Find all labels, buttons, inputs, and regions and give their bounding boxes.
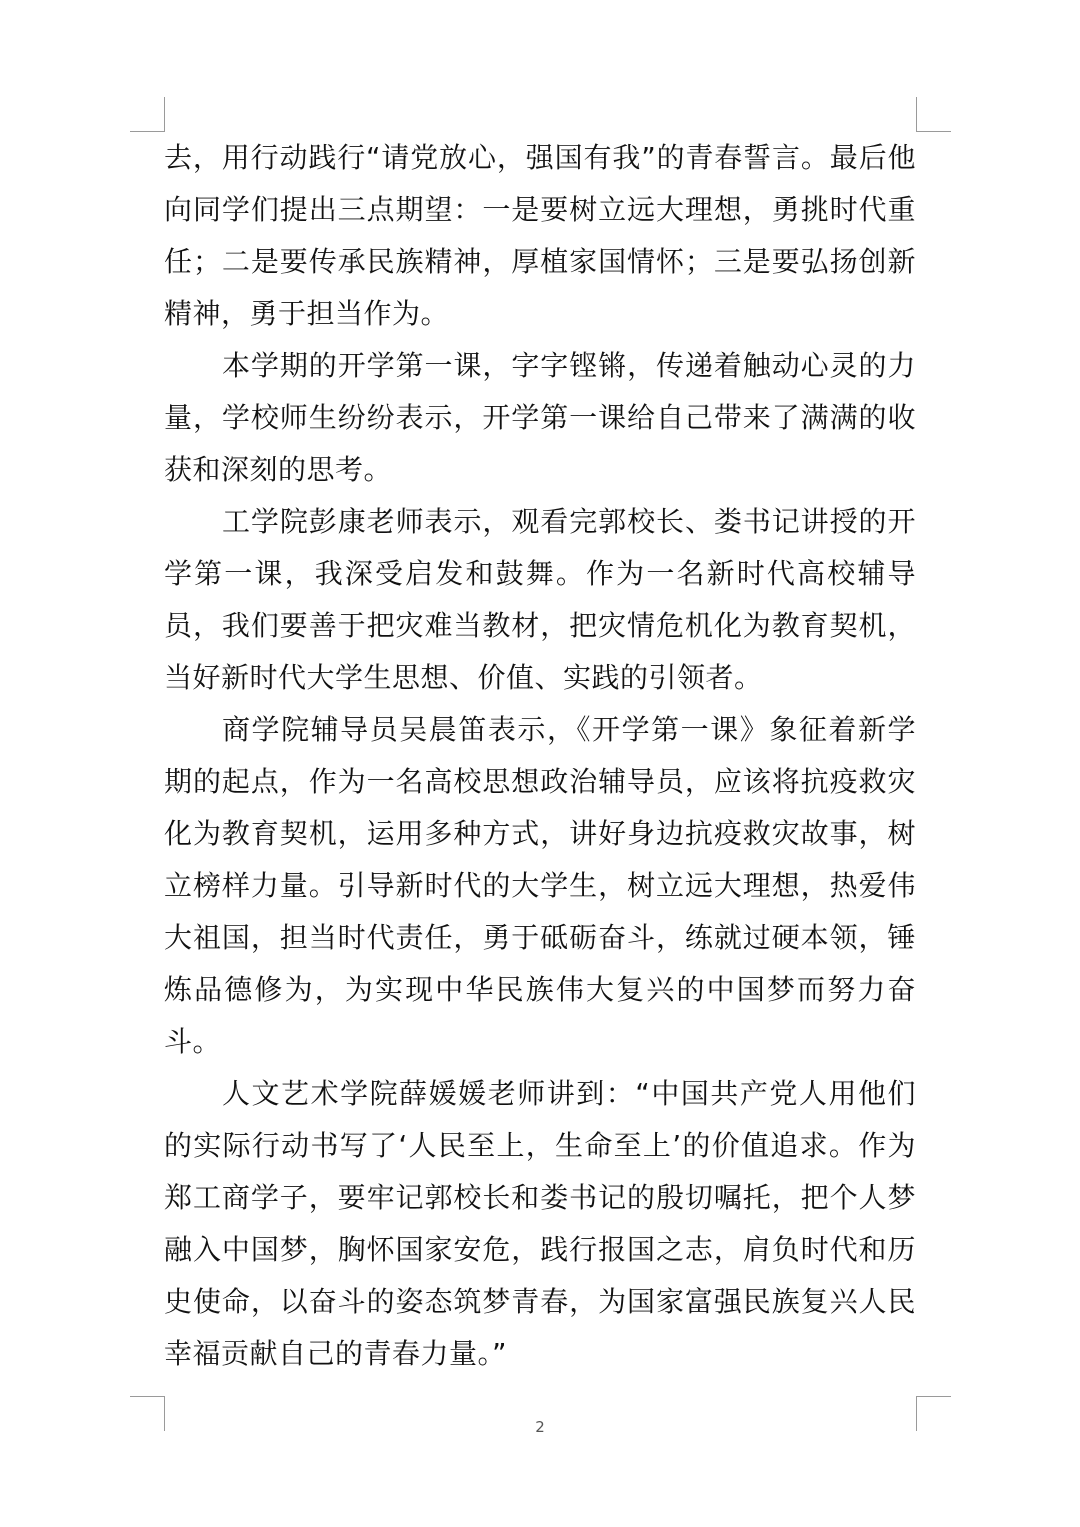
margin-corner-mark-top-left [130,97,165,132]
paragraph-1: 去，用行动践行“请党放心，强国有我”的青春誓言。最后他向同学们提出三点期望：一是要树立远大理想，勇挑时代重任；二是要传承民族精神，厚植家国情怀；三是要弘扬创新精神，勇于担当作为。 [164,141,916,330]
paragraph-2: 本学期的开学第一课，字字铿锵，传递着触动心灵的力量，学校师生纷纷表示，开学第一课给自己带来了满满的收获和深刻的思考。 [164,349,916,486]
document-body [164,132,916,1380]
page-number: 2 [535,1418,545,1436]
paragraph-5: 人文艺术学院薛媛媛老师讲到：“中国共产党人用他们的实际行动书写了‘人民至上，生命至上’的价值追求。作为郑工商学子，要牢记郭校长和娄书记的殷切嘱托，把个人梦融入中国梦，胸怀国家安危，践行报国之志，肩负时代和历史使命，以奋斗的姿态筑梦青春，为国家富强民族复兴人民幸福贡献自己的青春力量。” [164,1077,916,1370]
margin-corner-mark-top-right [916,97,951,132]
paragraph-4: 商学院辅导员吴晨笛表示，《开学第一课》象征着新学期的起点，作为一名高校思想政治辅导员，应该将抗疫救灾化为教育契机，运用多种方式，讲好身边抗疫救灾故事，树立榜样力量。引导新时代的大学生，树立远大理想，热爱伟大祖国，担当时代责任，勇于砥砺奋斗，练就过硬本领，锤炼品德修为，为实现中华民族伟大复兴的中国梦而努力奋斗。 [164,713,916,1058]
paragraph-3: 工学院彭康老师表示，观看完郭校长、娄书记讲授的开学第一课，我深受启发和鼓舞。作为一名新时代高校辅导员，我们要善于把灾难当教材，把灾情危机化为教育契机，当好新时代大学生思想、价值、实践的引领者。 [164,505,916,694]
